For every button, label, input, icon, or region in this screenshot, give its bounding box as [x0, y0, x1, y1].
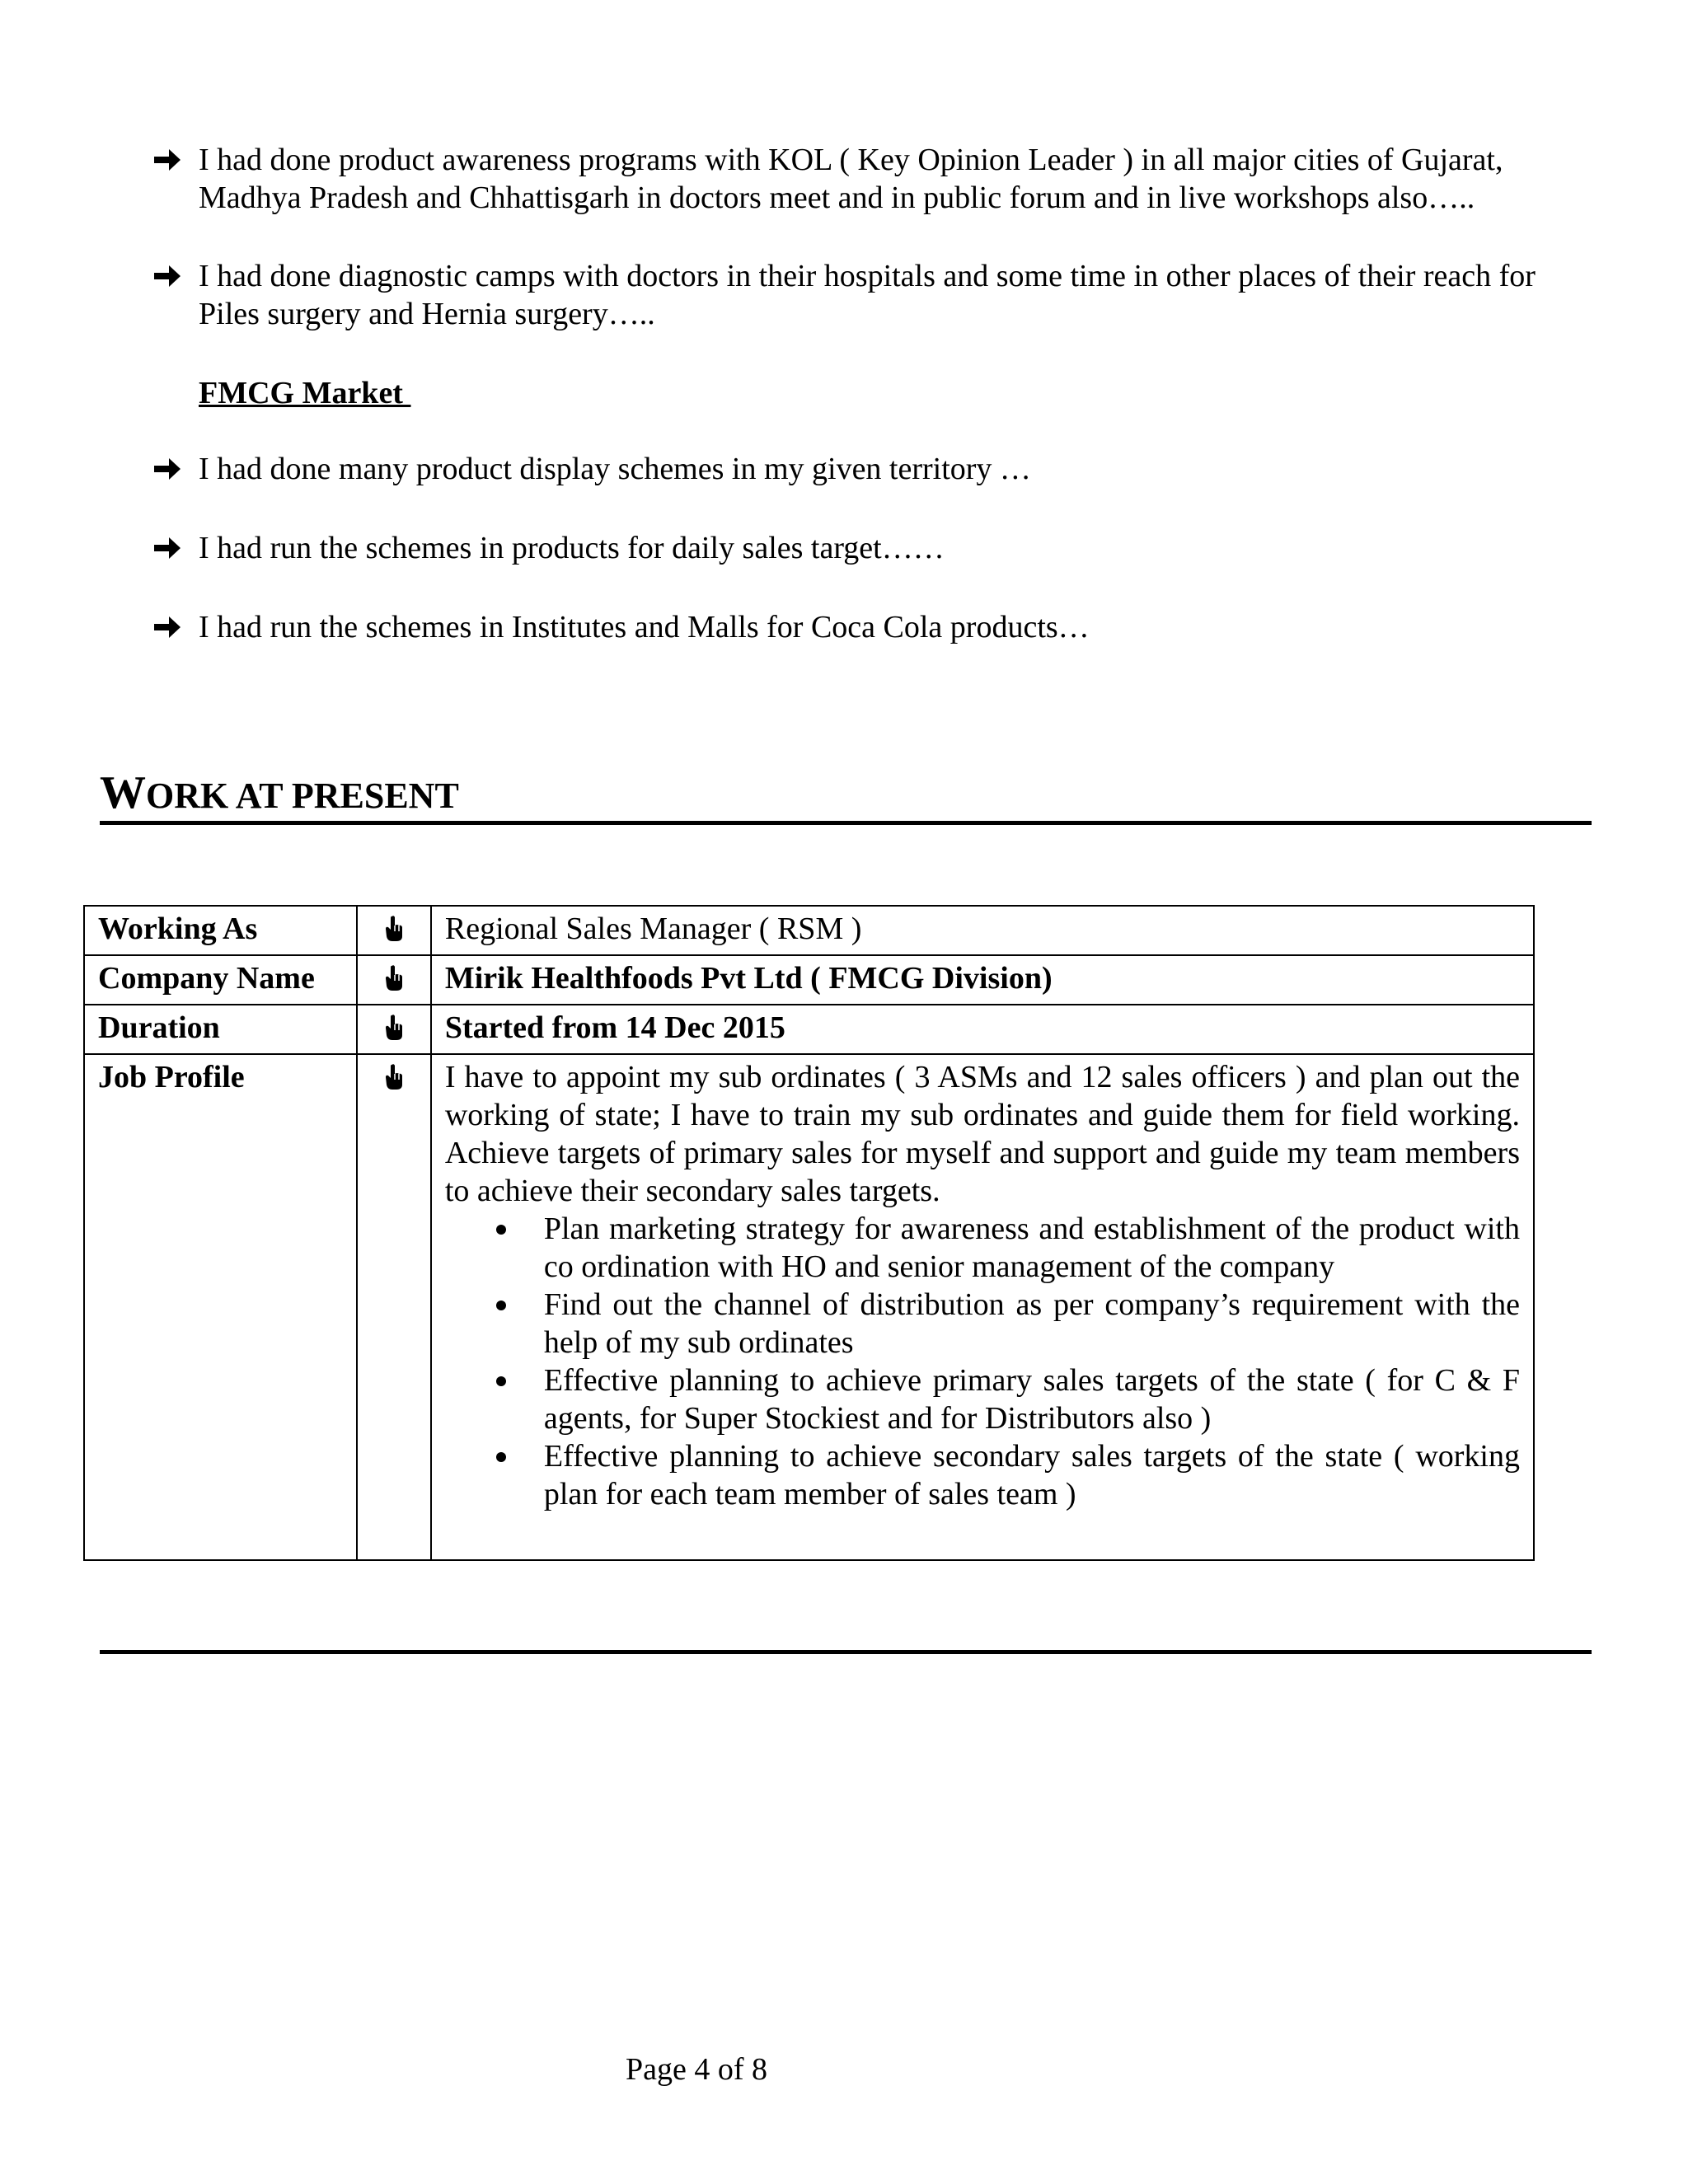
- row-label: Working As: [84, 906, 357, 955]
- list-item: [445, 1286, 1520, 1361]
- list-item: [445, 1361, 1520, 1437]
- table-row: [84, 1005, 1534, 1054]
- list-item-text: Plan marketing strategy for awareness and establishment of the product with co ordination with HO and senior management of the company: [543, 1212, 1520, 1284]
- arrow-right-icon: [151, 450, 184, 488]
- list-item-text: Effective planning to achieve primary sales targets of the state ( for C & F agents, for Super Stockiest and for Distributors also ): [543, 1363, 1520, 1436]
- arrow-right-icon: [151, 257, 184, 295]
- row-value: Regional Sales Manager ( RSM ): [431, 906, 1534, 955]
- arrow-right-icon: [151, 529, 184, 567]
- row-value: Started from 14 Dec 2015: [431, 1005, 1534, 1054]
- arrow-right-icon: [151, 141, 184, 179]
- work-info-table: [83, 905, 1535, 1561]
- bullet-text: I had done diagnostic camps with doctors in their hospitals and some time in other places of their reach for Piles surgery and Hernia surgery…..: [199, 259, 1536, 331]
- table-row: [84, 1054, 1534, 1560]
- section-title-initial: W: [100, 767, 146, 818]
- bullet-text: I had done many product display schemes in my given territory …: [199, 452, 1031, 486]
- bullet-dot-icon: [496, 1301, 506, 1310]
- row-label: Company Name: [84, 955, 357, 1005]
- bullet-dot-icon: [496, 1225, 506, 1235]
- job-profile-intro: I have to appoint my sub ordinates ( 3 ASMs and 12 sales officers ) and plan out the working of state; I have to train my sub ordinates and guide them for field working. Achieve targets of primary sales for myself and support and guide my team members to achieve their secondary sales targets.: [444, 1060, 1520, 1208]
- bullet-text: I had run the schemes in products for daily sales target……: [199, 531, 945, 565]
- fmcg-market-heading: FMCG Market: [199, 376, 411, 410]
- section-divider: [100, 821, 1592, 825]
- arrow-right-icon: [151, 608, 184, 646]
- row-label: Duration: [84, 1005, 357, 1054]
- pointing-hand-icon: [357, 955, 430, 1005]
- list-item-text: Find out the channel of distribution as per company’s requirement with the help of my sub ordinates: [543, 1287, 1520, 1360]
- table-row: [84, 906, 1534, 955]
- row-label: Job Profile: [84, 1054, 357, 1560]
- pointing-hand-icon: [357, 1005, 430, 1054]
- bullet-text: I had done product awareness programs with KOL ( Key Opinion Leader ) in all major cities of Gujarat, Madhya Pradesh and Chhattisgarh in doctors meet and in public forum and in live workshops also…..: [199, 143, 1503, 215]
- page-number: Page 4 of 8: [625, 2052, 768, 2087]
- row-value: Mirik Healthfoods Pvt Ltd ( FMCG Division): [431, 955, 1534, 1005]
- list-item: [445, 1437, 1520, 1513]
- section-title-rest: ORK AT PRESENT: [146, 776, 459, 816]
- section-divider: [100, 1650, 1592, 1654]
- job-profile-cell: [431, 1054, 1534, 1560]
- pointing-hand-icon: [357, 906, 430, 955]
- list-item-text: Effective planning to achieve secondary sales targets of the state ( working plan for each team member of sales team ): [543, 1439, 1520, 1511]
- job-profile-list: [445, 1210, 1520, 1513]
- bullet-dot-icon: [496, 1376, 506, 1386]
- table-row: [84, 955, 1534, 1005]
- bullet-text: I had run the schemes in Institutes and Malls for Coca Cola products…: [199, 610, 1090, 644]
- list-item: [445, 1210, 1520, 1286]
- pointing-hand-icon: [357, 1054, 430, 1560]
- bullet-dot-icon: [496, 1452, 506, 1462]
- section-title-work-at-present: [100, 768, 459, 829]
